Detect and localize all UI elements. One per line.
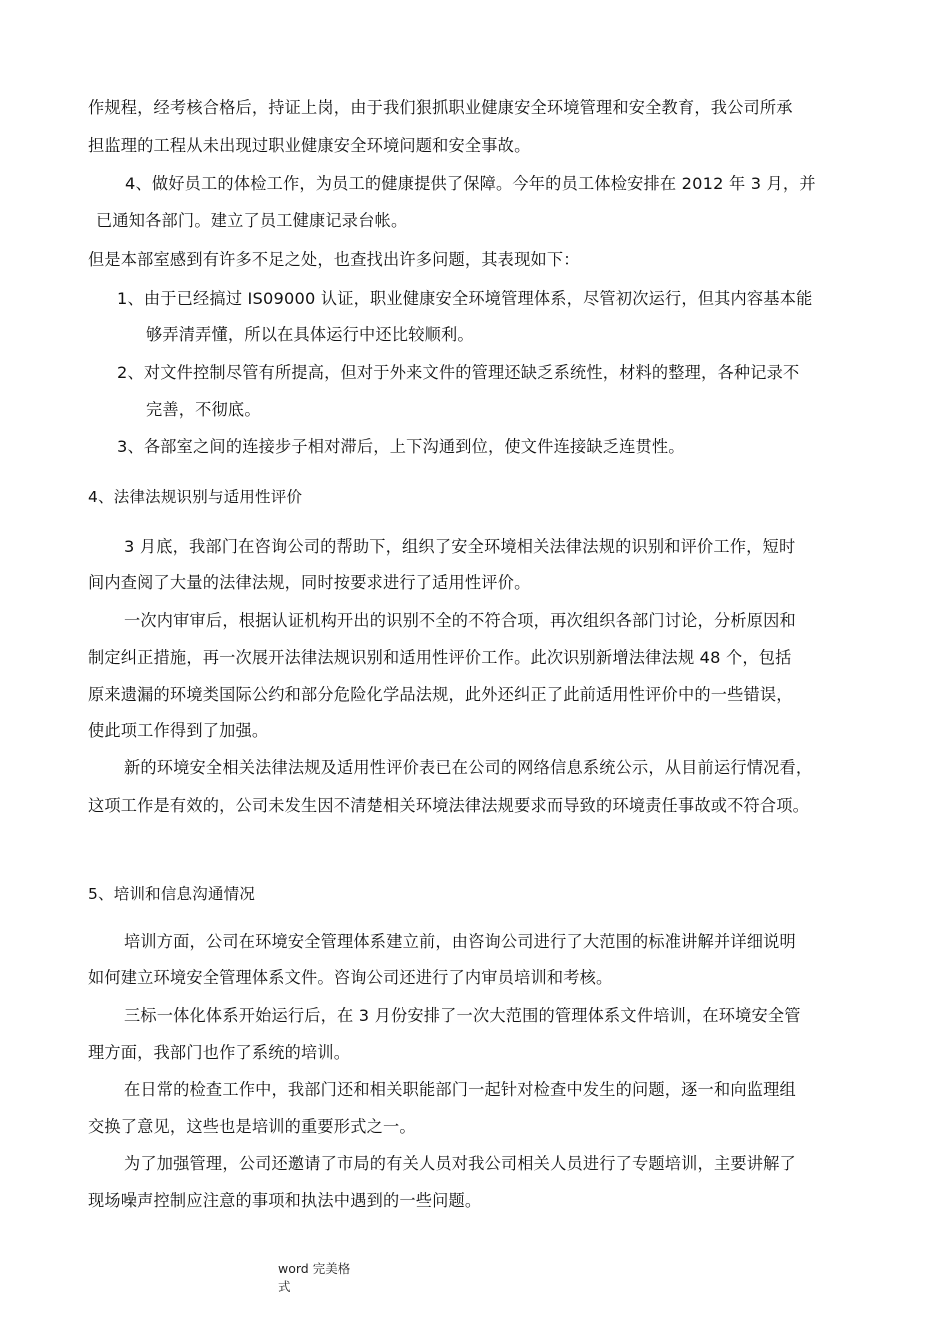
text-line: 作规程，经考核合格后，持证上岗，由于我们狠抓职业健康安全环境管理和安全教育，我公司所承 — [88, 98, 793, 117]
text-line: 为了加强管理，公司还邀请了市局的有关人员对我公司相关人员进行了专题培训，主要讲解了 — [124, 1154, 796, 1173]
text-line: 三标一体化体系开始运行后，在 3 月份安排了一次大范围的管理体系文件培训，在环境安全管 — [124, 1006, 801, 1025]
text-line: 理方面，我部门也作了系统的培训。 — [88, 1043, 351, 1062]
text-line: 制定纠正措施，再一次展开法律法规识别和适用性评价工作。此次识别新增法律法规 48 个，包括 — [88, 648, 792, 667]
text-line: 使此项工作得到了加强。 — [88, 721, 269, 740]
text-line: 原来遗漏的环境类国际公约和部分危险化学品法规，此外还纠正了此前适用性评价中的一些错误， — [88, 685, 793, 704]
list-item-line: 够弄清弄懂，所以在具体运行中还比较顺利。 — [146, 325, 474, 344]
text-line: 如何建立环境安全管理体系文件。咨询公司还进行了内审员培训和考核。 — [88, 968, 613, 987]
list-item-line: 完善，不彻底。 — [146, 400, 261, 419]
text-line: 3 月底，我部门在咨询公司的帮助下，组织了安全环境相关法律法规的识别和评价工作，短时 — [124, 537, 796, 556]
text-line: 4、做好员工的体检工作，为员工的健康提供了保障。今年的员工体检安排在 2012 年 3 月，并 — [125, 174, 816, 193]
list-item-line: 3、各部室之间的连接步子相对滞后，上下沟通到位，使文件连接缺乏连贯性。 — [117, 437, 685, 456]
section-heading: 4、法律法规识别与适用性评价 — [88, 488, 303, 506]
text-line: 一次内审审后，根据认证机构开出的识别不全的不符合项，再次组织各部门讨论，分析原因和 — [124, 611, 796, 630]
text-line: 这项工作是有效的，公司未发生因不清楚相关环境法律法规要求而导致的环境责任事故或不符合项。 — [88, 796, 810, 815]
list-item-line: 2、对文件控制尽管有所提高，但对于外来文件的管理还缺乏系统性，材料的整理，各种记录不 — [117, 363, 800, 382]
text-line: 间内查阅了大量的法律法规，同时按要求进行了适用性评价。 — [88, 573, 531, 592]
text-line: 已通知各部门。建立了员工健康记录台帐。 — [96, 211, 408, 230]
text-line: 交换了意见，这些也是培训的重要形式之一。 — [88, 1117, 416, 1136]
page-footer — [278, 1260, 368, 1296]
text-line: 培训方面，公司在环境安全管理体系建立前，由咨询公司进行了大范围的标准讲解并详细说明 — [124, 932, 796, 951]
list-item-line: 1、由于已经搞过 IS09000 认证，职业健康安全环境管理体系，尽管初次运行，但其内容基本能 — [117, 289, 813, 308]
text-line: 但是本部室感到有许多不足之处，也查找出许多问题，其表现如下： — [88, 250, 580, 269]
text-line: 担监理的工程从未出现过职业健康安全环境问题和安全事故。 — [88, 136, 531, 155]
section-heading: 5、培训和信息沟通情况 — [88, 885, 256, 903]
text-line: 新的环境安全相关法律法规及适用性评价表已在公司的网络信息系统公示，从目前运行情况看， — [124, 758, 813, 777]
footer-line: word 完美格 — [278, 1261, 351, 1276]
text-line: 在日常的检查工作中，我部门还和相关职能部门一起针对检查中发生的问题，逐一和向监理组 — [124, 1080, 796, 1099]
footer-line: 式 — [278, 1279, 291, 1294]
text-line: 现场噪声控制应注意的事项和执法中遇到的一些问题。 — [88, 1191, 482, 1210]
